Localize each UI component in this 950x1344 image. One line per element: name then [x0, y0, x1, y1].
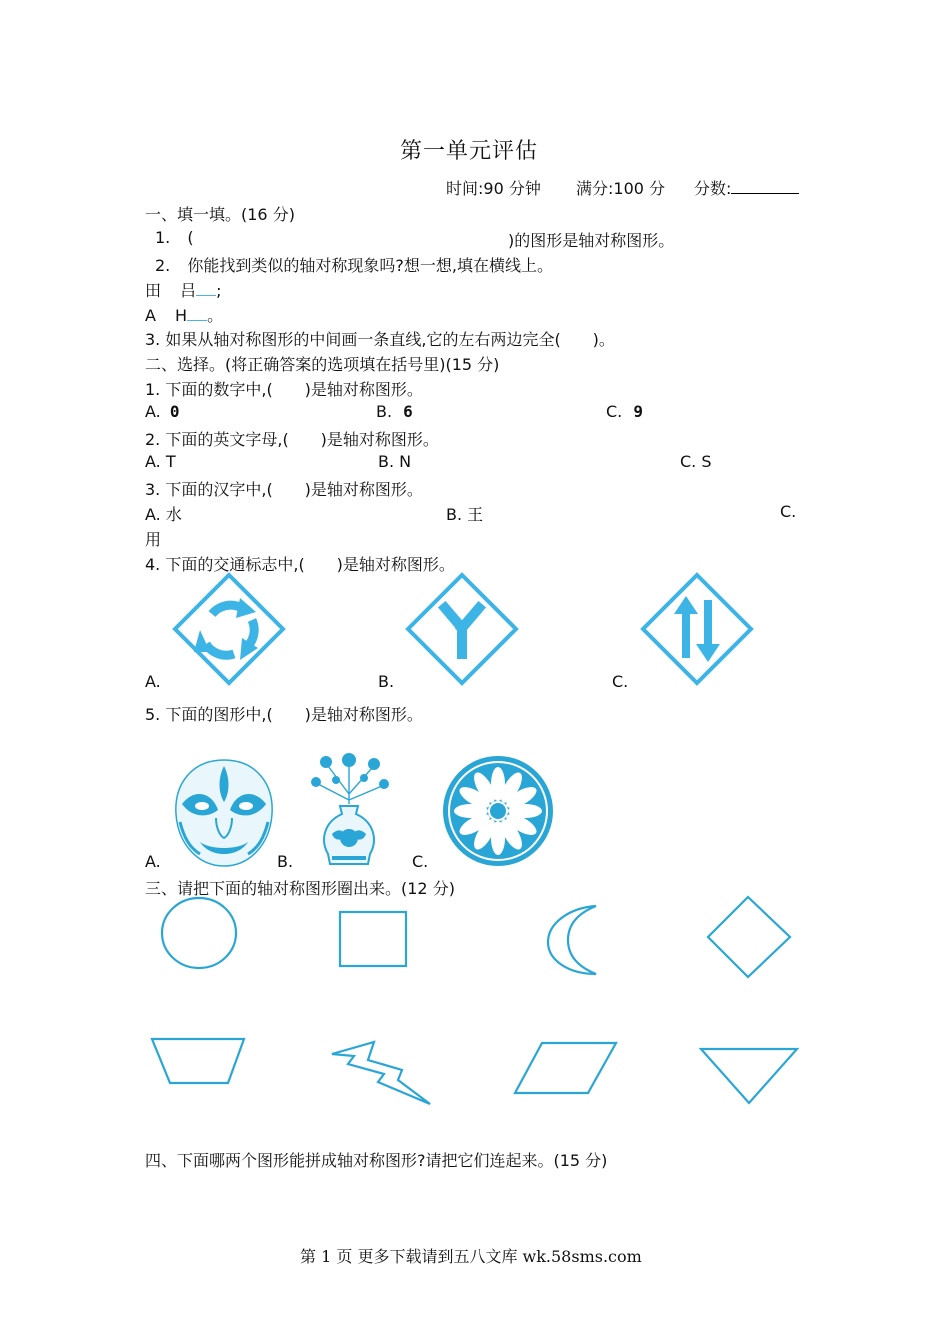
q2-option-a: A. T [145, 452, 176, 471]
option-c-label: C. [606, 402, 623, 421]
lightning-bolt-shape[interactable] [328, 1040, 434, 1106]
rectangle-shape[interactable] [338, 910, 408, 968]
full-score-info: 满分:100 分 [576, 179, 666, 198]
q3-option-c-wrap: 用 [145, 530, 162, 549]
q2-blank-1[interactable] [196, 283, 216, 296]
q5-option-a: A. [145, 852, 161, 871]
section1-q2 [155, 253, 553, 276]
q1-option-a [145, 402, 179, 421]
flower-medallion-icon [441, 754, 555, 868]
section2-q3: 3. 下面的汉字中,( )是轴对称图形。 [145, 480, 423, 499]
q2-line2-end: 。 [207, 306, 224, 325]
q5-option-b: B. [277, 852, 294, 871]
q1-number: 1. [155, 228, 171, 247]
q2-char-tian: 田 [145, 281, 162, 300]
score-blank [731, 179, 799, 194]
section1-q1 [155, 228, 194, 247]
digit-six: 6 [403, 402, 413, 421]
digit-zero: 0 [169, 402, 180, 421]
q5-option-c: C. [412, 852, 429, 871]
section2-q1: 1. 下面的数字中,( )是轴对称图形。 [145, 380, 423, 399]
q2-number: 2. [155, 256, 171, 275]
q2-char-h: H [175, 306, 188, 325]
section1-heading: 一、填一填。(16 分) [145, 205, 295, 224]
q3-option-c: C. [780, 502, 797, 521]
time-info: 时间:90 分钟 [446, 179, 541, 198]
option-b-label: B. [376, 402, 393, 421]
diamond-shape[interactable] [704, 894, 792, 980]
section2-q2: 2. 下面的英文字母,( )是轴对称图形。 [145, 430, 439, 449]
section3-heading: 三、请把下面的轴对称图形圈出来。(12 分) [145, 879, 455, 898]
section2-q5: 5. 下面的图形中,( )是轴对称图形。 [145, 705, 423, 724]
section2-heading: 二、选择。(将正确答案的选项填在括号里)(15 分) [145, 355, 500, 374]
section1-q3: 3. 如果从轴对称图形的中间画一条直线,它的左右两边完全( )。 [145, 330, 615, 349]
q2-line1 [145, 278, 222, 301]
q2-blank-2[interactable] [187, 308, 207, 321]
inverted-triangle-shape[interactable] [698, 1046, 800, 1106]
section2-q4: 4. 下面的交通标志中,( )是轴对称图形。 [145, 555, 455, 574]
digit-nine: 9 [633, 402, 643, 421]
circle-shape[interactable] [160, 896, 238, 970]
q4-option-a: A. [145, 672, 161, 691]
option-a-label: A. [145, 402, 161, 421]
q3-option-a: A. 水 [145, 505, 182, 524]
q1-rest: )的图形是轴对称图形。 [508, 231, 675, 250]
page-title: 第一单元评估 [400, 139, 539, 164]
section4-heading: 四、下面哪两个图形能拼成轴对称图形?请把它们连起来。(15 分) [145, 1151, 608, 1170]
y-junction-sign-icon [405, 572, 519, 686]
score-field [694, 176, 799, 199]
q2-char-lv: 吕 [180, 281, 197, 300]
q1-option-c [606, 402, 643, 421]
q2-char-a: A [145, 306, 156, 325]
q3-option-b: B. 王 [446, 505, 484, 524]
parallelogram-shape[interactable] [512, 1040, 618, 1096]
q2-option-b: B. N [378, 452, 412, 471]
opera-mask-icon [172, 758, 276, 868]
page-footer: 第 1 页 更多下载请到五八文库 wk.58sms.com [300, 1247, 642, 1266]
flower-vase-icon [306, 744, 392, 868]
q1-option-b [376, 402, 413, 421]
q2-line1-end: ; [216, 281, 222, 300]
crescent-moon-shape[interactable] [542, 902, 600, 976]
q4-option-c: C. [612, 672, 629, 691]
roundabout-sign-icon [172, 572, 286, 686]
q1-open-paren: ( [187, 228, 194, 247]
trapezoid-shape[interactable] [150, 1037, 246, 1085]
q2-line2 [145, 303, 223, 326]
q2-text: 你能找到类似的轴对称现象吗?想一想,填在横线上。 [187, 256, 553, 275]
q4-option-b: B. [378, 672, 395, 691]
q2-option-c: C. S [680, 452, 712, 471]
score-label: 分数: [694, 179, 732, 198]
two-way-traffic-sign-icon [640, 572, 754, 686]
